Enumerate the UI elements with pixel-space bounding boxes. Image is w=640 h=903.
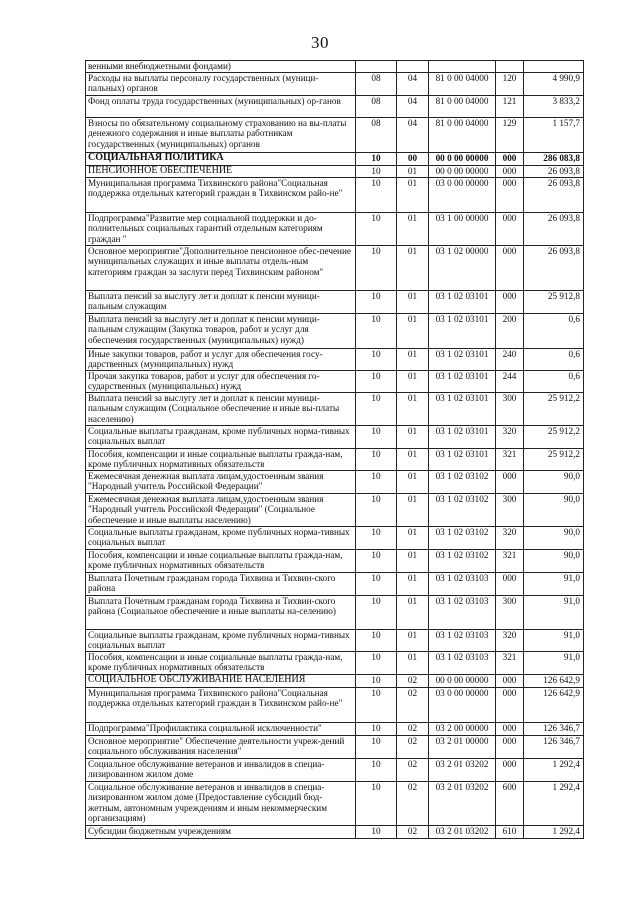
row-name-cell: Выплата пенсий за выслугу лет и доплат к пенсии муници-пальным служащим (Закупка товаров, работ и услуг для обеспечения государственных (муниципальных) нужд) <box>86 314 356 349</box>
amount-cell: 90,0 <box>524 527 584 550</box>
amount-cell: 1 292,4 <box>524 782 584 826</box>
row-name-cell: Выплата Почетным гражданам города Тихвина и Тихвин-ского района (Социальное обеспечение и иные выплаты на-селению) <box>86 596 356 630</box>
subsection-code-cell: 02 <box>397 688 429 723</box>
amount-cell: 26 093,8 <box>524 166 584 178</box>
table-row <box>86 471 584 494</box>
row-name-cell: Выплата пенсий за выслугу лет и доплат к пенсии муници-пальным служащим (Социальное обеспечение и иные вы-платы населению) <box>86 393 356 426</box>
chapter-code-cell: 10 <box>356 166 397 178</box>
amount-cell: 126 346,7 <box>524 723 584 736</box>
chapter-code-cell: 10 <box>356 723 397 736</box>
row-name-cell: Социальные выплаты гражданам, кроме публичных норма-тивных социальных выплат <box>86 527 356 550</box>
chapter-code-cell: 10 <box>356 652 397 675</box>
chapter-code-cell: 10 <box>356 826 397 839</box>
expense-type-cell: 321 <box>496 449 524 471</box>
amount-cell: 0,6 <box>524 371 584 393</box>
expense-type-cell: 320 <box>496 527 524 550</box>
table-row <box>86 736 584 759</box>
subsection-code-cell: 01 <box>397 449 429 471</box>
chapter-code-cell: 08 <box>356 73 397 96</box>
row-name-cell: Основное мероприятие"Дополнительное пенсионное обес-печение муниципальных служащих и иные выплаты отдель-ным категориям граждан за заслуги перед Тихвинским районом" <box>86 246 356 291</box>
target-article-cell: 03 1 02 03103 <box>429 652 496 675</box>
subsection-code-cell: 02 <box>397 782 429 826</box>
row-name-cell: Подпрограмма"Развитие мер социальной поддержки и до-полнительных социальных гарантий отдельным категориям граждан " <box>86 213 356 246</box>
subsection-code-cell: 04 <box>397 96 429 118</box>
row-name-cell: Пособия, компенсации и иные социальные выплаты гражда-нам, кроме публичных нормативных обязательств <box>86 652 356 675</box>
table-row <box>86 246 584 291</box>
table-row <box>86 118 584 153</box>
row-name-cell: Муниципальная программа Тихвинского района"Социальная поддержка отдельных категорий граждан в Тихвинском райо-не" <box>86 178 356 213</box>
subsection-code-cell: 01 <box>397 596 429 630</box>
table-row <box>86 675 584 688</box>
row-name-cell: Социальные выплаты гражданам, кроме публичных норма-тивных социальных выплат <box>86 426 356 449</box>
amount-cell: 126 642,9 <box>524 688 584 723</box>
target-article-cell: 03 1 02 03101 <box>429 291 496 314</box>
expense-type-cell: 000 <box>496 153 524 166</box>
expense-type-cell: 300 <box>496 596 524 630</box>
chapter-code-cell: 10 <box>356 736 397 759</box>
amount-cell: 286 083,8 <box>524 153 584 166</box>
table-row <box>86 178 584 213</box>
chapter-code-cell: 10 <box>356 449 397 471</box>
table-row <box>86 527 584 550</box>
subsection-code-cell <box>397 61 429 73</box>
expense-type-cell: 000 <box>496 178 524 213</box>
row-name-cell: Субсидии бюджетным учреждениям <box>86 826 356 839</box>
target-article-cell: 03 1 02 03101 <box>429 449 496 471</box>
expense-type-cell: 240 <box>496 349 524 371</box>
table-row <box>86 630 584 652</box>
row-name-cell: Социальное обслуживание ветеранов и инвалидов в специа-лизированном жилом доме <box>86 759 356 782</box>
amount-cell: 0,6 <box>524 349 584 371</box>
subsection-code-cell: 01 <box>397 494 429 527</box>
subsection-code-cell: 01 <box>397 213 429 246</box>
chapter-code-cell: 10 <box>356 471 397 494</box>
chapter-code-cell: 10 <box>356 550 397 573</box>
row-name-cell: Выплата Почетным гражданам города Тихвина и Тихвин-ского района <box>86 573 356 596</box>
target-article-cell <box>429 61 496 73</box>
budget-table <box>85 60 584 839</box>
target-article-cell: 03 1 02 00000 <box>429 246 496 291</box>
table-row <box>86 96 584 118</box>
chapter-code-cell: 10 <box>356 494 397 527</box>
expense-type-cell: 320 <box>496 630 524 652</box>
subsection-code-cell: 01 <box>397 426 429 449</box>
subsection-code-cell: 01 <box>397 246 429 291</box>
row-name-cell: СОЦИАЛЬНОЕ ОБСЛУЖИВАНИЕ НАСЕЛЕНИЯ <box>86 675 356 688</box>
amount-cell: 26 093,8 <box>524 178 584 213</box>
row-name-cell: венными внебюджетными фондами) <box>86 61 356 73</box>
table-row <box>86 652 584 675</box>
amount-cell: 91,0 <box>524 573 584 596</box>
subsection-code-cell: 02 <box>397 759 429 782</box>
amount-cell: 26 093,8 <box>524 213 584 246</box>
target-article-cell: 03 1 02 03103 <box>429 630 496 652</box>
table-row <box>86 291 584 314</box>
amount-cell: 1 157,7 <box>524 118 584 153</box>
row-name-cell: Прочая закупка товаров, работ и услуг для обеспечения го-сударственных (муниципальных) нужд <box>86 371 356 393</box>
row-name-cell: Пособия, компенсации и иные социальные выплаты гражда-нам, кроме публичных нормативных обязательств <box>86 550 356 573</box>
expense-type-cell: 000 <box>496 166 524 178</box>
target-article-cell: 03 0 00 00000 <box>429 178 496 213</box>
expense-type-cell: 000 <box>496 675 524 688</box>
amount-cell: 126 642,9 <box>524 675 584 688</box>
chapter-code-cell <box>356 61 397 73</box>
table-row <box>86 349 584 371</box>
target-article-cell: 03 1 02 03101 <box>429 314 496 349</box>
target-article-cell: 03 2 01 03202 <box>429 826 496 839</box>
table-row <box>86 61 584 73</box>
row-name-cell: Подпрограмма"Профилактика социальной исключенности" <box>86 723 356 736</box>
subsection-code-cell: 01 <box>397 652 429 675</box>
target-article-cell: 03 1 02 03102 <box>429 550 496 573</box>
subsection-code-cell: 02 <box>397 736 429 759</box>
amount-cell: 91,0 <box>524 652 584 675</box>
table-row <box>86 314 584 349</box>
amount-cell: 25 912,2 <box>524 449 584 471</box>
amount-cell: 1 292,4 <box>524 826 584 839</box>
subsection-code-cell: 01 <box>397 393 429 426</box>
target-article-cell: 03 2 01 03202 <box>429 782 496 826</box>
chapter-code-cell: 10 <box>356 782 397 826</box>
target-article-cell: 81 0 00 04000 <box>429 96 496 118</box>
target-article-cell: 00 0 00 00000 <box>429 675 496 688</box>
target-article-cell: 03 1 02 03101 <box>429 349 496 371</box>
table-row <box>86 782 584 826</box>
expense-type-cell: 300 <box>496 494 524 527</box>
target-article-cell: 03 1 02 03101 <box>429 393 496 426</box>
target-article-cell: 03 1 00 00000 <box>429 213 496 246</box>
table-row <box>86 73 584 96</box>
table-row <box>86 688 584 723</box>
chapter-code-cell: 10 <box>356 527 397 550</box>
subsection-code-cell: 01 <box>397 349 429 371</box>
expense-type-cell: 244 <box>496 371 524 393</box>
expense-type-cell: 000 <box>496 246 524 291</box>
subsection-code-cell: 04 <box>397 73 429 96</box>
expense-type-cell: 000 <box>496 471 524 494</box>
target-article-cell: 03 2 00 00000 <box>429 723 496 736</box>
table-row <box>86 494 584 527</box>
target-article-cell: 03 1 02 03101 <box>429 371 496 393</box>
table-row <box>86 550 584 573</box>
amount-cell: 26 093,8 <box>524 246 584 291</box>
row-name-cell: Выплата пенсий за выслугу лет и доплат к пенсии муници-пальным служащим <box>86 291 356 314</box>
target-article-cell: 00 0 00 00000 <box>429 153 496 166</box>
chapter-code-cell: 10 <box>356 393 397 426</box>
row-name-cell: Основное мероприятие" Обеспечение деятельности учреж-дений социального обслуживания населения" <box>86 736 356 759</box>
row-name-cell: ПЕНСИОННОЕ ОБЕСПЕЧЕНИЕ <box>86 166 356 178</box>
expense-type-cell: 320 <box>496 426 524 449</box>
expense-type-cell: 000 <box>496 291 524 314</box>
subsection-code-cell: 01 <box>397 630 429 652</box>
row-name-cell: Взносы по обязательному социальному страхованию на вы-платы денежного содержания и иные выплаты работникам государственных (муниципальных) органов <box>86 118 356 153</box>
subsection-code-cell: 00 <box>397 153 429 166</box>
amount-cell: 4 990,9 <box>524 73 584 96</box>
subsection-code-cell: 02 <box>397 826 429 839</box>
chapter-code-cell: 10 <box>356 596 397 630</box>
table-row <box>86 596 584 630</box>
subsection-code-cell: 01 <box>397 527 429 550</box>
subsection-code-cell: 02 <box>397 675 429 688</box>
row-name-cell: Иные закупки товаров, работ и услуг для обеспечения госу-дарственных (муниципальных) нужд <box>86 349 356 371</box>
expense-type-cell: 000 <box>496 723 524 736</box>
row-name-cell: Пособия, компенсации и иные социальные выплаты гражда-нам, кроме публичных нормативных обязательств <box>86 449 356 471</box>
amount-cell: 91,0 <box>524 630 584 652</box>
expense-type-cell: 000 <box>496 759 524 782</box>
target-article-cell: 03 1 02 03102 <box>429 471 496 494</box>
subsection-code-cell: 01 <box>397 471 429 494</box>
amount-cell: 91,0 <box>524 596 584 630</box>
table-row <box>86 213 584 246</box>
amount-cell: 3 833,2 <box>524 96 584 118</box>
page-number: 30 <box>311 33 329 52</box>
target-article-cell: 03 1 02 03101 <box>429 426 496 449</box>
chapter-code-cell: 10 <box>356 759 397 782</box>
expense-type-cell: 000 <box>496 688 524 723</box>
chapter-code-cell: 10 <box>356 426 397 449</box>
chapter-code-cell: 10 <box>356 630 397 652</box>
expense-type-cell: 000 <box>496 573 524 596</box>
expense-type-cell <box>496 61 524 73</box>
expense-type-cell: 600 <box>496 782 524 826</box>
target-article-cell: 03 2 01 03202 <box>429 759 496 782</box>
row-name-cell: СОЦИАЛЬНАЯ ПОЛИТИКА <box>86 153 356 166</box>
expense-type-cell: 610 <box>496 826 524 839</box>
subsection-code-cell: 02 <box>397 723 429 736</box>
amount-cell: 90,0 <box>524 471 584 494</box>
target-article-cell: 03 1 02 03102 <box>429 494 496 527</box>
chapter-code-cell: 08 <box>356 96 397 118</box>
subsection-code-cell: 01 <box>397 371 429 393</box>
expense-type-cell: 120 <box>496 73 524 96</box>
target-article-cell: 03 1 02 03102 <box>429 527 496 550</box>
amount-cell: 0,6 <box>524 314 584 349</box>
subsection-code-cell: 01 <box>397 573 429 596</box>
target-article-cell: 03 0 00 00000 <box>429 688 496 723</box>
table-row <box>86 573 584 596</box>
table-row <box>86 759 584 782</box>
chapter-code-cell: 08 <box>356 118 397 153</box>
chapter-code-cell: 10 <box>356 291 397 314</box>
amount-cell: 126 346,7 <box>524 736 584 759</box>
row-name-cell: Ежемесячная денежная выплата лицам,удостоенным звания "Народный учитель Российской Федерации" (Социальное обеспечение и иные выплаты населению) <box>86 494 356 527</box>
row-name-cell: Фонд оплаты труда государственных (муниципальных) ор-ганов <box>86 96 356 118</box>
expense-type-cell: 321 <box>496 550 524 573</box>
table-body <box>86 61 584 839</box>
expense-type-cell: 300 <box>496 393 524 426</box>
table-row <box>86 723 584 736</box>
chapter-code-cell: 10 <box>356 178 397 213</box>
chapter-code-cell: 10 <box>356 573 397 596</box>
table-row <box>86 826 584 839</box>
amount-cell: 1 292,4 <box>524 759 584 782</box>
table-row <box>86 371 584 393</box>
table-row <box>86 153 584 166</box>
target-article-cell: 81 0 00 04000 <box>429 118 496 153</box>
expense-type-cell: 129 <box>496 118 524 153</box>
table-row <box>86 166 584 178</box>
row-name-cell: Расходы на выплаты персоналу государственных (муници-пальных) органов <box>86 73 356 96</box>
amount-cell <box>524 61 584 73</box>
subsection-code-cell: 01 <box>397 178 429 213</box>
chapter-code-cell: 10 <box>356 153 397 166</box>
amount-cell: 25 912,2 <box>524 393 584 426</box>
chapter-code-cell: 10 <box>356 246 397 291</box>
chapter-code-cell: 10 <box>356 213 397 246</box>
row-name-cell: Социальное обслуживание ветеранов и инвалидов в специа-лизированном жилом доме (Предоставление субсидий бюд-жетным, автономным учреждениям и иным некоммерческим организациям) <box>86 782 356 826</box>
chapter-code-cell: 10 <box>356 314 397 349</box>
target-article-cell: 03 1 02 03103 <box>429 596 496 630</box>
target-article-cell: 03 2 01 00000 <box>429 736 496 759</box>
chapter-code-cell: 10 <box>356 688 397 723</box>
target-article-cell: 81 0 00 04000 <box>429 73 496 96</box>
amount-cell: 25 912,8 <box>524 291 584 314</box>
row-name-cell: Муниципальная программа Тихвинского района"Социальная поддержка отдельных категорий граждан в Тихвинском райо-не" <box>86 688 356 723</box>
amount-cell: 25 912,2 <box>524 426 584 449</box>
chapter-code-cell: 10 <box>356 371 397 393</box>
table-row <box>86 449 584 471</box>
chapter-code-cell: 10 <box>356 675 397 688</box>
row-name-cell: Социальные выплаты гражданам, кроме публичных норма-тивных социальных выплат <box>86 630 356 652</box>
amount-cell: 90,0 <box>524 494 584 527</box>
subsection-code-cell: 01 <box>397 166 429 178</box>
subsection-code-cell: 01 <box>397 291 429 314</box>
amount-cell: 90,0 <box>524 550 584 573</box>
expense-type-cell: 321 <box>496 652 524 675</box>
expense-type-cell: 121 <box>496 96 524 118</box>
subsection-code-cell: 01 <box>397 550 429 573</box>
target-article-cell: 03 1 02 03103 <box>429 573 496 596</box>
table-row <box>86 393 584 426</box>
target-article-cell: 00 0 00 00000 <box>429 166 496 178</box>
table-row <box>86 426 584 449</box>
subsection-code-cell: 01 <box>397 314 429 349</box>
expense-type-cell: 000 <box>496 213 524 246</box>
subsection-code-cell: 04 <box>397 118 429 153</box>
chapter-code-cell: 10 <box>356 349 397 371</box>
expense-type-cell: 000 <box>496 736 524 759</box>
row-name-cell: Ежемесячная денежная выплата лицам,удостоенным звания "Народный учитель Российской Федерации" <box>86 471 356 494</box>
expense-type-cell: 200 <box>496 314 524 349</box>
